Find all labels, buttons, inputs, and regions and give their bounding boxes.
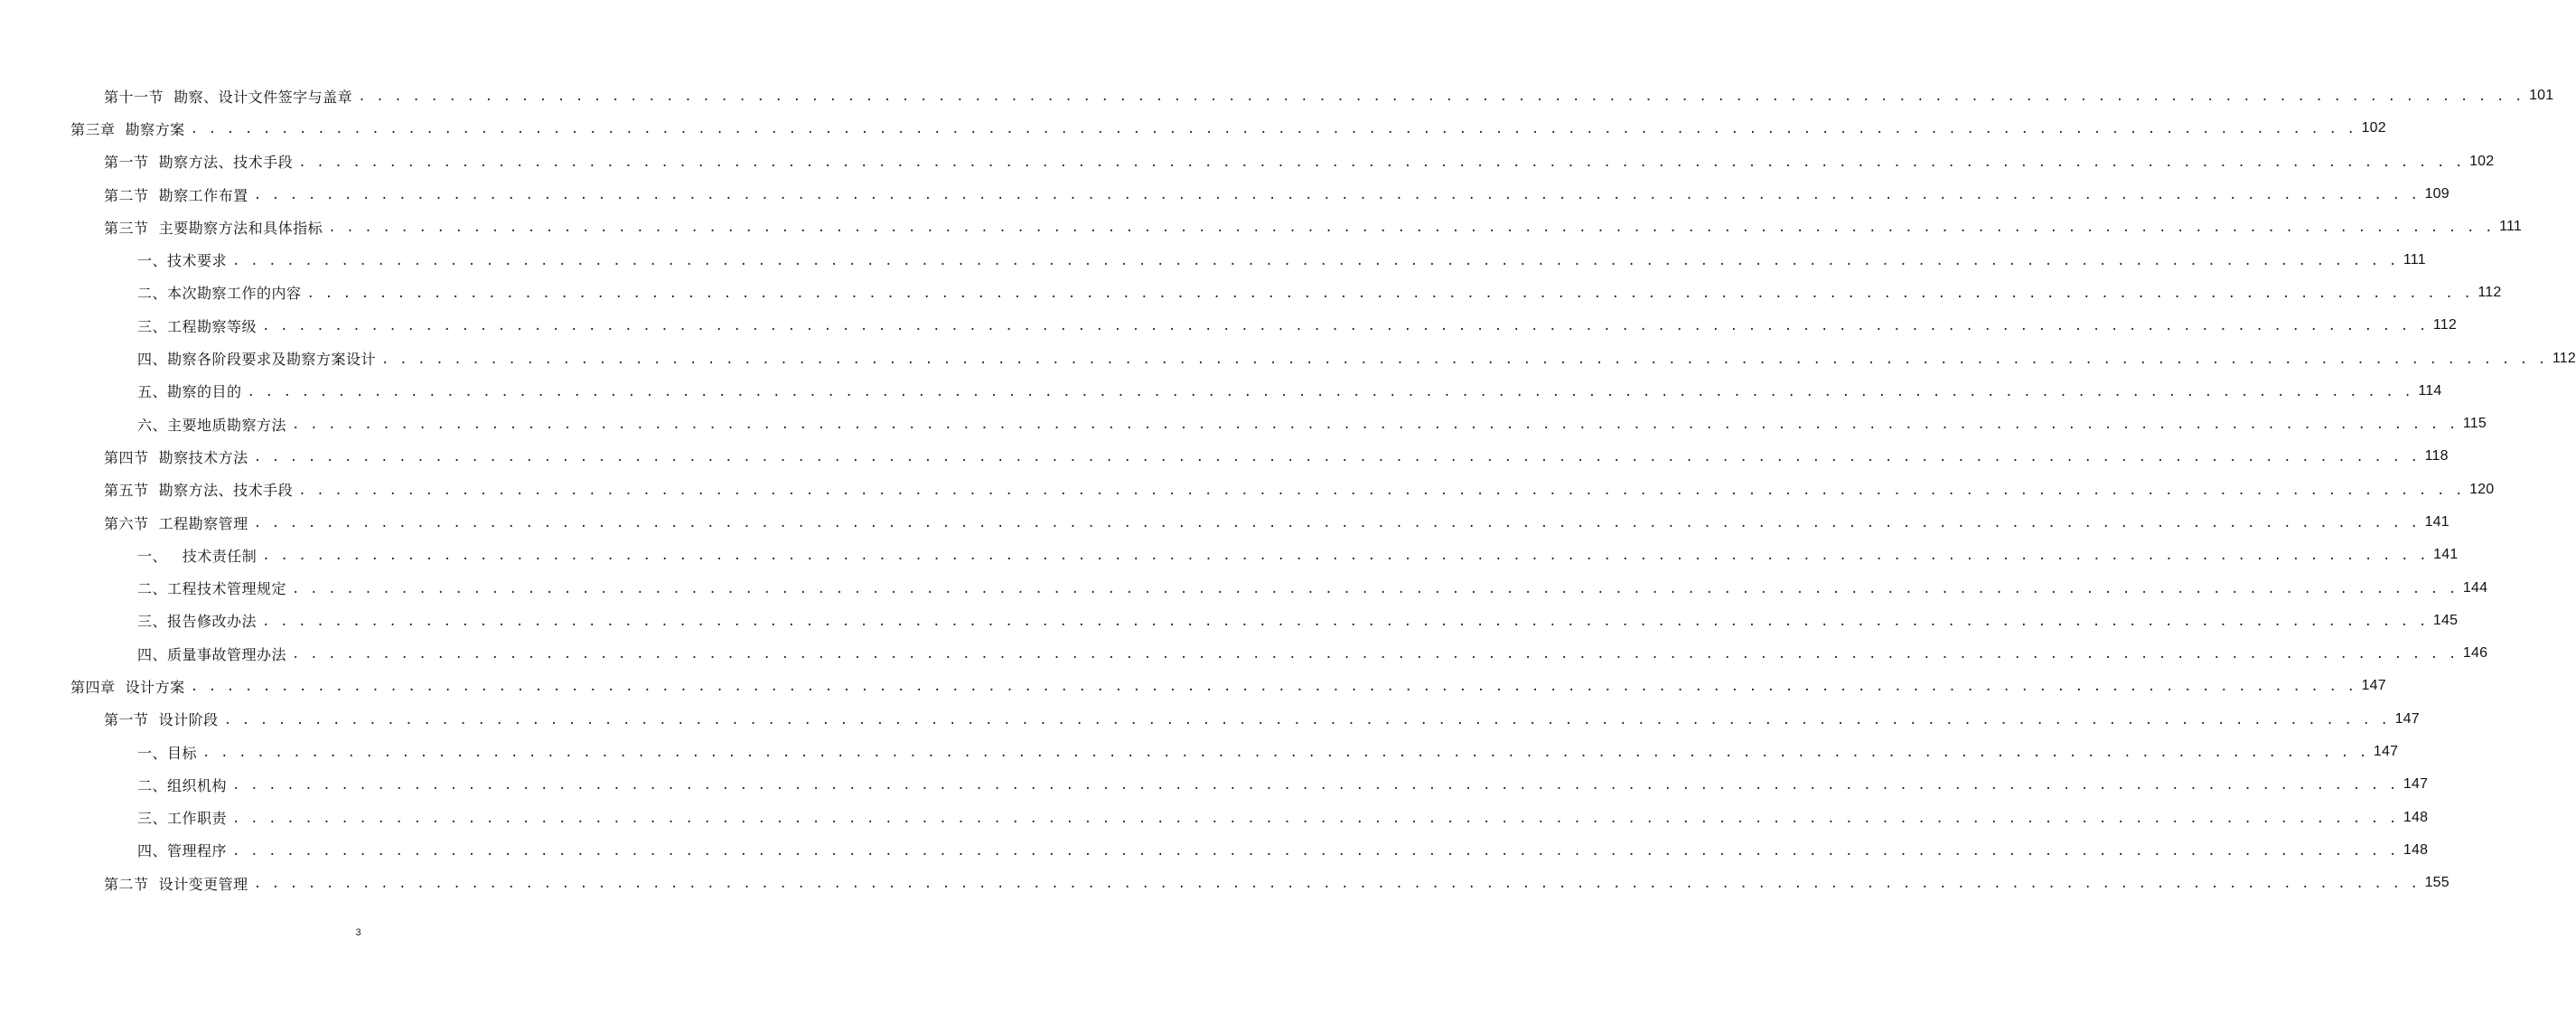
toc-entry[interactable] (0, 243, 2426, 276)
dot-leader: . . . . . . . . . . . . . . . . . . . . . . . . . . . . . . . . . . . . . . . . . . . . . . . . . . . . . . . . . . . . . . . . . . . . . . . . . . . . . . . . . . . . . . . . . . . . . . . . . . . . . . . . . . . . . . . . . . . . . . . . (232, 253, 2398, 268)
toc-entry-title: 第四章 设计方案 (70, 678, 185, 696)
toc-entry-page: 111 (2403, 251, 2426, 268)
toc-entry-title: 二、本次勘察工作的内容 (137, 285, 302, 303)
toc-entry-page: 115 (2462, 416, 2487, 432)
toc-entry-page: 148 (2403, 809, 2429, 825)
toc-entry-page: 109 (2424, 186, 2450, 202)
toc-entry-page: 112 (2552, 350, 2576, 366)
toc-entry-page: 147 (2361, 678, 2386, 694)
toc-entry[interactable] (0, 408, 2487, 440)
toc-entry[interactable] (0, 112, 2386, 145)
toc-entry[interactable] (0, 375, 2442, 408)
toc-entry-title: 第六节 工程勘察管理 (104, 514, 248, 532)
toc-entry-title: 第四节 勘察技术方法 (104, 448, 248, 466)
toc-entry[interactable] (0, 768, 2429, 801)
dot-leader: . . . . . . . . . . . . . . . . . . . . . . . . . . . . . . . . . . . . . . . . . . . . . . . . . . . . . . . . . . . . . . . . . . . . . . . . . . . . . . . . . . . . . . . . . . . . . . . . . . . . . . . . . . . . . . . . . . . . . . . . (247, 384, 2413, 399)
toc-entry-title: 第十一节 勘察、设计文件签字与盖章 (104, 88, 353, 106)
toc-entry-page: 120 (2469, 481, 2495, 497)
toc-entry-title: 一、目标 (137, 744, 198, 762)
dot-leader: . . . . . . . . . . . . . . . . . . . . . . . . . . . . . . . . . . . . . . . . . . . . . . . . . . . . . . . . . . . . . . . . . . . . . . . . . . . . . . . . . . . . . . . . . . . . . . . . . . . . . . . . . . . . . . . . . . . . . . . . (223, 712, 2390, 728)
dot-leader: . . . . . . . . . . . . . . . . . . . . . . . . . . . . . . . . . . . . . . . . . . . . . . . . . . . . . . . . . . . . . . . . . . . . . . . . . . . . . . . . . . . . . . . . . . . . . . . . . . . . . . . . . . . . . . . . . . . . . . . . (253, 188, 2420, 203)
dot-leader: . . . . . . . . . . . . . . . . . . . . . . . . . . . . . . . . . . . . . . . . . . . . . . . . . . . . . . . . . . . . . . . . . . . . . . . . . . . . . . . . . . . . . . . . . . . . . . . . . . . . . . . . . . . . . . . . . . . . . . . . (292, 647, 2458, 662)
toc-entry-page: 144 (2462, 579, 2488, 596)
toc-entry-title: 第五节 勘察方法、技术手段 (104, 482, 294, 500)
toc-entry-page: 118 (2424, 448, 2449, 465)
toc-entry[interactable] (0, 506, 2450, 539)
toc-entry-title: 第一节 勘察方法、技术手段 (104, 154, 294, 172)
toc-entry-title: 第三节 主要勘察方法和具体指标 (104, 219, 323, 237)
toc-entry-title: 六、主要地质勘察方法 (137, 416, 287, 434)
toc-entry-title: 一、技术要求 (137, 252, 228, 270)
toc-entry-title: 二、工程技术管理规定 (137, 580, 287, 598)
toc-entry-page: 102 (2469, 153, 2495, 169)
toc-entry-title: 四、质量事故管理办法 (137, 645, 287, 663)
toc-entry-page: 114 (2418, 382, 2442, 399)
toc-entry[interactable] (0, 802, 2429, 834)
dot-leader: . . . . . . . . . . . . . . . . . . . . . . . . . . . . . . . . . . . . . . . . . . . . . . . . . . . . . . . . . . . . . . . . . . . . . . . . . . . . . . . . . . . . . . . . . . . . . . . . . . . . . . . . . . . . . . . . . . . . . . . . (381, 352, 2547, 367)
dot-leader: . . . . . . . . . . . . . . . . . . . . . . . . . . . . . . . . . . . . . . . . . . . . . . . . . . . . . . . . . . . . . . . . . . . . . . . . . . . . . . . . . . . . . . . . . . . . . . . . . . . . . . . . . . . . . . . . . . . . . . . . (292, 418, 2458, 433)
dot-leader: . . . . . . . . . . . . . . . . . . . . . . . . . . . . . . . . . . . . . . . . . . . . . . . . . . . . . . . . . . . . . . . . . . . . . . . . . . . . . . . . . . . . . . . . . . . . . . . . . . . . . . . . . . . . . . . . . . . . . . . . (190, 122, 2356, 137)
dot-leader: . . . . . . . . . . . . . . . . . . . . . . . . . . . . . . . . . . . . . . . . . . . . . . . . . . . . . . . . . . . . . . . . . . . . . . . . . . . . . . . . . . . . . . . . . . . . . . . . . . . . . . . . . . . . . . . . . . . . . . . . (292, 581, 2458, 596)
dot-leader: . . . . . . . . . . . . . . . . . . . . . . . . . . . . . . . . . . . . . . . . . . . . . . . . . . . . . . . . . . . . . . . . . . . . . . . . . . . . . . . . . . . . . . . . . . . . . . . . . . . . . . . . . . . . . . . . . . . . . . . . (298, 155, 2465, 170)
toc-entry[interactable] (0, 736, 2399, 768)
toc-entry[interactable] (0, 309, 2457, 342)
dot-leader: . . . . . . . . . . . . . . . . . . . . . . . . . . . . . . . . . . . . . . . . . . . . . . . . . . . . . . . . . . . . . . . . . . . . . . . . . . . . . . . . . . . . . . . . . . . . . . . . . . . . . . . . . . . . . . . . . . . . . . . . (190, 680, 2356, 695)
toc-entry[interactable] (0, 867, 2450, 899)
dot-leader: . . . . . . . . . . . . . . . . . . . . . . . . . . . . . . . . . . . . . . . . . . . . . . . . . . . . . . . . . . . . . . . . . . . . . . . . . . . . . . . . . . . . . . . . . . . . . . . . . . . . . . . . . . . . . . . . . . . . . . . . (253, 450, 2420, 465)
toc-entry[interactable] (0, 605, 2459, 637)
toc-entry[interactable] (0, 571, 2488, 604)
toc-entry-page: 141 (2424, 514, 2450, 530)
toc-entry[interactable] (0, 670, 2386, 702)
toc-entry-title: 三、报告修改办法 (137, 613, 258, 631)
toc-entry-title: 四、勘察各阶段要求及勘察方案设计 (137, 351, 377, 369)
dot-leader: . . . . . . . . . . . . . . . . . . . . . . . . . . . . . . . . . . . . . . . . . . . . . . . . . . . . . . . . . . . . . . . . . . . . . . . . . . . . . . . . . . . . . . . . . . . . . . . . . . . . . . . . . . . . . . . . . . . . . . . . (328, 221, 2495, 236)
toc-entry[interactable] (0, 178, 2450, 211)
toc-entry[interactable] (0, 474, 2495, 506)
toc-entry-page: 112 (2432, 317, 2457, 333)
toc-entry-title: 三、工作职责 (137, 810, 228, 828)
dot-leader: . . . . . . . . . . . . . . . . . . . . . . . . . . . . . . . . . . . . . . . . . . . . . . . . . . . . . . . . . . . . . . . . . . . . . . . . . . . . . . . . . . . . . . . . . . . . . . . . . . . . . . . . . . . . . . . . . . . . . . . . (298, 483, 2465, 498)
toc-entry[interactable] (0, 440, 2449, 473)
toc-entry-title: 第一节 设计阶段 (104, 711, 219, 729)
toc-entry-page: 147 (2394, 710, 2420, 727)
toc-entry-title: 四、管理程序 (137, 842, 228, 860)
toc-entry-title: 第二节 设计变更管理 (104, 875, 248, 893)
dot-leader: . . . . . . . . . . . . . . . . . . . . . . . . . . . . . . . . . . . . . . . . . . . . . . . . . . . . . . . . . . . . . . . . . . . . . . . . . . . . . . . . . . . . . . . . . . . . . . . . . . . . . . . . . . . . . . . . . . . . . . . . (262, 549, 2429, 564)
toc-entry-title: 第三章 勘察方案 (70, 120, 185, 138)
dot-leader: . . . . . . . . . . . . . . . . . . . . . . . . . . . . . . . . . . . . . . . . . . . . . . . . . . . . . . . . . . . . . . . . . . . . . . . . . . . . . . . . . . . . . . . . . . . . . . . . . . . . . . . . . . . . . . . . . . . . . . . . (262, 319, 2428, 334)
toc-entry[interactable] (0, 637, 2488, 670)
toc-entry[interactable] (0, 80, 2554, 112)
toc-entry-page: 146 (2462, 645, 2488, 662)
toc-entry-page: 145 (2432, 612, 2459, 628)
toc-entry-page: 112 (2478, 284, 2502, 300)
dot-leader: . . . . . . . . . . . . . . . . . . . . . . . . . . . . . . . . . . . . . . . . . . . . . . . . . . . . . . . . . . . . . . . . . . . . . . . . . . . . . . . . . . . . . . . . . . . . . . . . . . . . . . . . . . . . . . . . . . . . . . . . (232, 811, 2398, 826)
toc-entry[interactable] (0, 211, 2522, 243)
toc-entry-title: 第二节 勘察工作布置 (104, 186, 248, 204)
toc-entry[interactable] (0, 342, 2576, 374)
toc-entry-page: 102 (2361, 120, 2386, 136)
toc-entry-title: 二、组织机构 (137, 776, 228, 794)
dot-leader: . . . . . . . . . . . . . . . . . . . . . . . . . . . . . . . . . . . . . . . . . . . . . . . . . . . . . . . . . . . . . . . . . . . . . . . . . . . . . . . . . . . . . . . . . . . . . . . . . . . . . . . . . . . . . . . . . . . . . . . . (253, 516, 2420, 530)
toc-entry-page: 148 (2403, 841, 2429, 858)
toc-entry-page: 111 (2499, 219, 2522, 235)
toc-entry-page: 155 (2424, 875, 2450, 891)
dot-leader: . . . . . . . . . . . . . . . . . . . . . . . . . . . . . . . . . . . . . . . . . . . . . . . . . . . . . . . . . . . . . . . . . . . . . . . . . . . . . . . . . . . . . . . . . . . . . . . . . . . . . . . . . . . . . . . . . . . . . . . . (202, 746, 2368, 761)
dot-leader: . . . . . . . . . . . . . . . . . . . . . . . . . . . . . . . . . . . . . . . . . . . . . . . . . . . . . . . . . . . . . . . . . . . . . . . . . . . . . . . . . . . . . . . . . . . . . . . . . . . . . . . . . . . . . . . . . . . . . . . . (232, 843, 2398, 859)
dot-leader: . . . . . . . . . . . . . . . . . . . . . . . . . . . . . . . . . . . . . . . . . . . . . . . . . . . . . . . . . . . . . . . . . . . . . . . . . . . . . . . . . . . . . . . . . . . . . . . . . . . . . . . . . . . . . . . . . . . . . . . . (358, 89, 2524, 105)
table-of-contents (0, 80, 2576, 899)
toc-entry-title: 五、勘察的目的 (137, 383, 242, 401)
toc-entry[interactable] (0, 277, 2502, 309)
toc-entry[interactable] (0, 834, 2429, 867)
toc-entry-page: 141 (2433, 547, 2459, 563)
toc-entry[interactable] (0, 146, 2495, 178)
dot-leader: . . . . . . . . . . . . . . . . . . . . . . . . . . . . . . . . . . . . . . . . . . . . . . . . . . . . . . . . . . . . . . . . . . . . . . . . . . . . . . . . . . . . . . . . . . . . . . . . . . . . . . . . . . . . . . . . . . . . . . . . (253, 877, 2420, 892)
toc-entry-page: 147 (2403, 776, 2429, 793)
toc-entry-title: 三、工程勘察等级 (137, 317, 258, 335)
toc-entry[interactable] (0, 539, 2459, 571)
page-number: 3 (355, 927, 361, 938)
toc-entry[interactable] (0, 703, 2420, 736)
dot-leader: . . . . . . . . . . . . . . . . . . . . . . . . . . . . . . . . . . . . . . . . . . . . . . . . . . . . . . . . . . . . . . . . . . . . . . . . . . . . . . . . . . . . . . . . . . . . . . . . . . . . . . . . . . . . . . . . . . . . . . . . (262, 614, 2428, 629)
toc-entry-page: 101 (2529, 88, 2554, 104)
toc-entry-page: 147 (2373, 744, 2399, 760)
dot-leader: . . . . . . . . . . . . . . . . . . . . . . . . . . . . . . . . . . . . . . . . . . . . . . . . . . . . . . . . . . . . . . . . . . . . . . . . . . . . . . . . . . . . . . . . . . . . . . . . . . . . . . . . . . . . . . . . . . . . . . . . (306, 286, 2473, 301)
dot-leader: . . . . . . . . . . . . . . . . . . . . . . . . . . . . . . . . . . . . . . . . . . . . . . . . . . . . . . . . . . . . . . . . . . . . . . . . . . . . . . . . . . . . . . . . . . . . . . . . . . . . . . . . . . . . . . . . . . . . . . . . (232, 778, 2398, 793)
toc-entry-title: 一、 技术责任制 (137, 547, 258, 565)
